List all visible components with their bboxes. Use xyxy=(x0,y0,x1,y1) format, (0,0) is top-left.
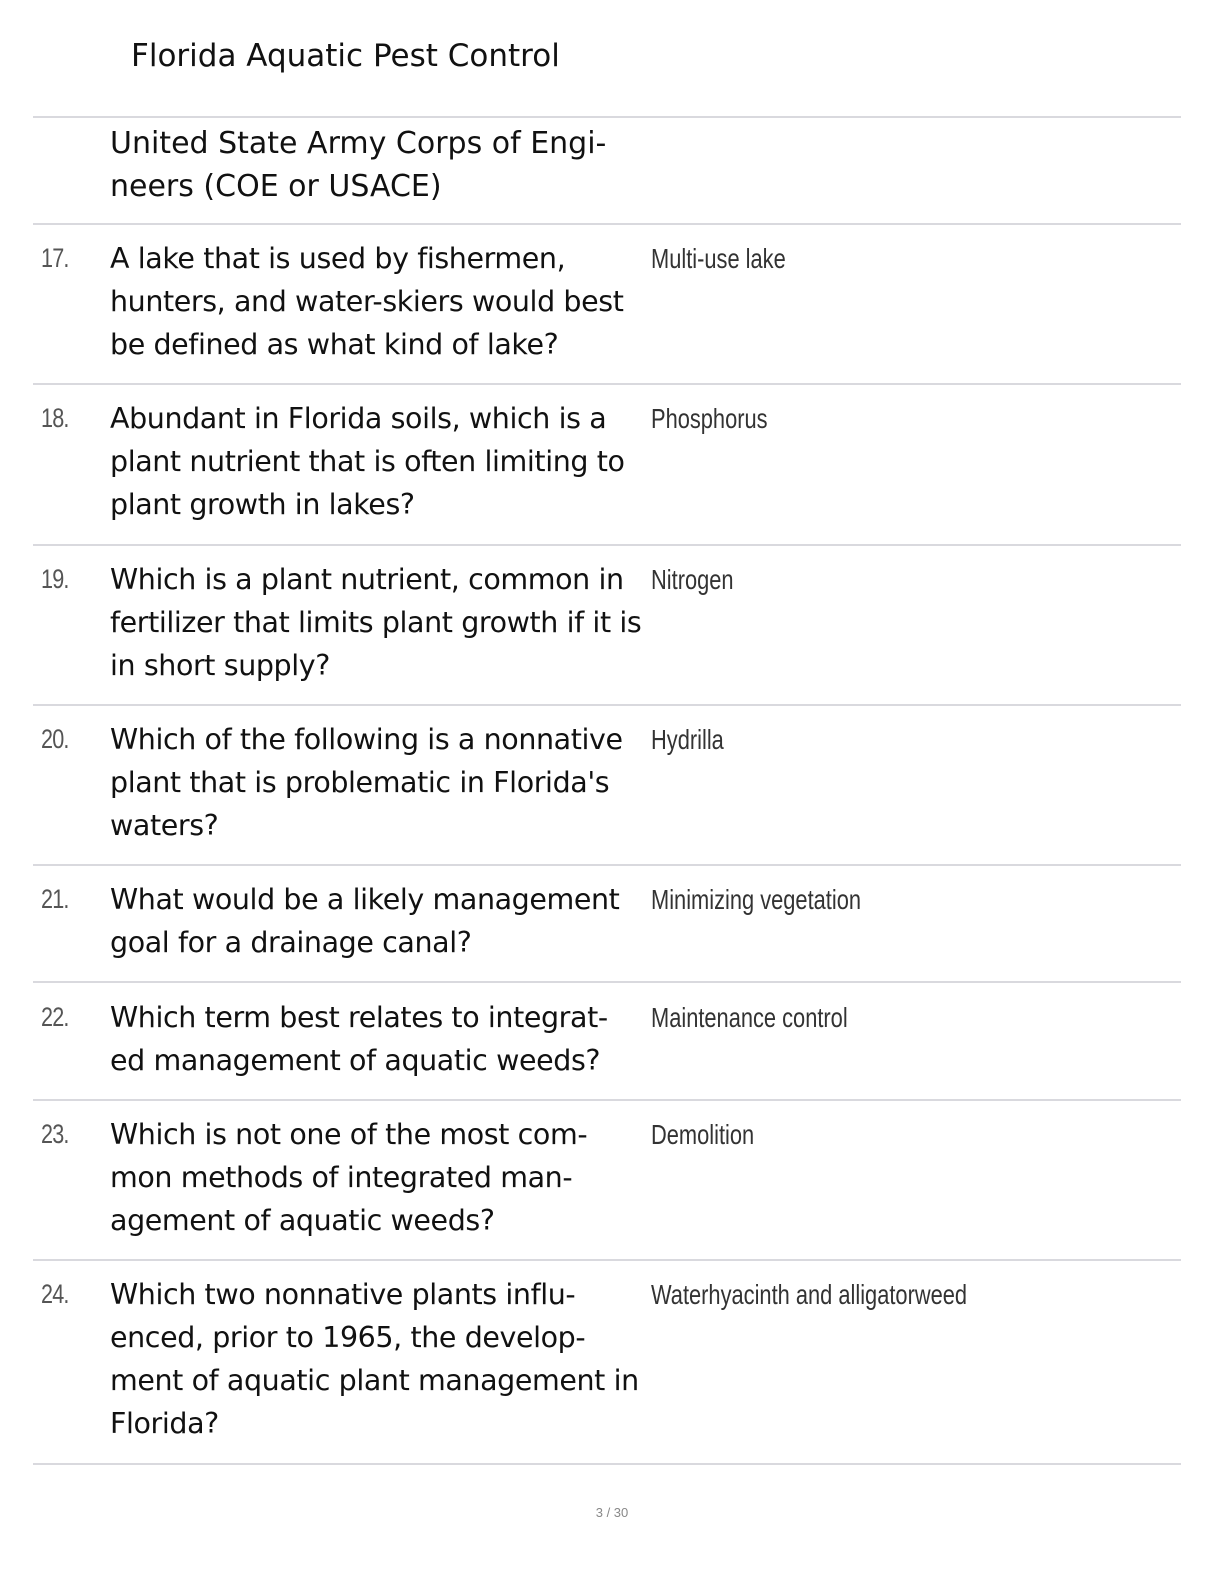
answer-text: Multi-use lake xyxy=(651,243,786,274)
answer-text: Hydrilla xyxy=(651,724,724,755)
question-text: Which is a plant nutrient, common in fertilizer that limits plant growth if it is in short supply? xyxy=(110,563,642,682)
divider xyxy=(33,116,1181,118)
question-number: 20. xyxy=(41,724,69,754)
question-text: What would be a likely management goal for a drainage canal? xyxy=(110,883,620,959)
question-number: 24. xyxy=(41,1279,69,1309)
divider xyxy=(33,981,1181,983)
question-number: 21. xyxy=(41,884,69,914)
question-text: Abundant in Florida soils, which is a plant nutrient that is often limiting to plant growth in lakes? xyxy=(110,402,625,521)
question-text: A lake that is used by fishermen, hunters, and water-skiers would best be defined as what kind of lake? xyxy=(110,242,624,361)
divider xyxy=(33,1463,1181,1465)
question-text: Which is not one of the most com- mon methods of integrated man- agement of aquatic weeds? xyxy=(110,1118,588,1237)
answer-text: Phosphorus xyxy=(651,403,768,434)
document-title: Florida Aquatic Pest Control xyxy=(131,38,560,74)
divider xyxy=(33,1099,1181,1101)
divider xyxy=(33,544,1181,546)
answer-text: Waterhyacinth and alligatorweed xyxy=(651,1279,968,1310)
question-number: 23. xyxy=(41,1119,69,1149)
answer-text: Nitrogen xyxy=(651,564,734,595)
continued-answer: United State Army Corps of Engi- neers (COE or USACE) xyxy=(110,126,607,204)
question-number: 18. xyxy=(41,403,69,433)
answer-text: Demolition xyxy=(651,1119,755,1150)
answer-text: Maintenance control xyxy=(651,1002,848,1033)
question-text: Which of the following is a nonnative plant that is problematic in Florida's waters? xyxy=(110,723,623,842)
answer-text: Minimizing vegetation xyxy=(651,884,862,915)
question-text: Which term best relates to integrat- ed management of aquatic weeds? xyxy=(110,1001,608,1077)
divider xyxy=(33,864,1181,866)
divider xyxy=(33,223,1181,225)
question-number: 22. xyxy=(41,1002,69,1032)
question-number: 17. xyxy=(41,243,69,273)
question-number: 19. xyxy=(41,564,69,594)
divider xyxy=(33,383,1181,385)
page-number: 3 / 30 xyxy=(595,1505,629,1520)
divider xyxy=(33,704,1181,706)
divider xyxy=(33,1259,1181,1261)
question-text: Which two nonnative plants influ- enced, prior to 1965, the develop- ment of aquatic plant management in Florida? xyxy=(110,1278,639,1440)
